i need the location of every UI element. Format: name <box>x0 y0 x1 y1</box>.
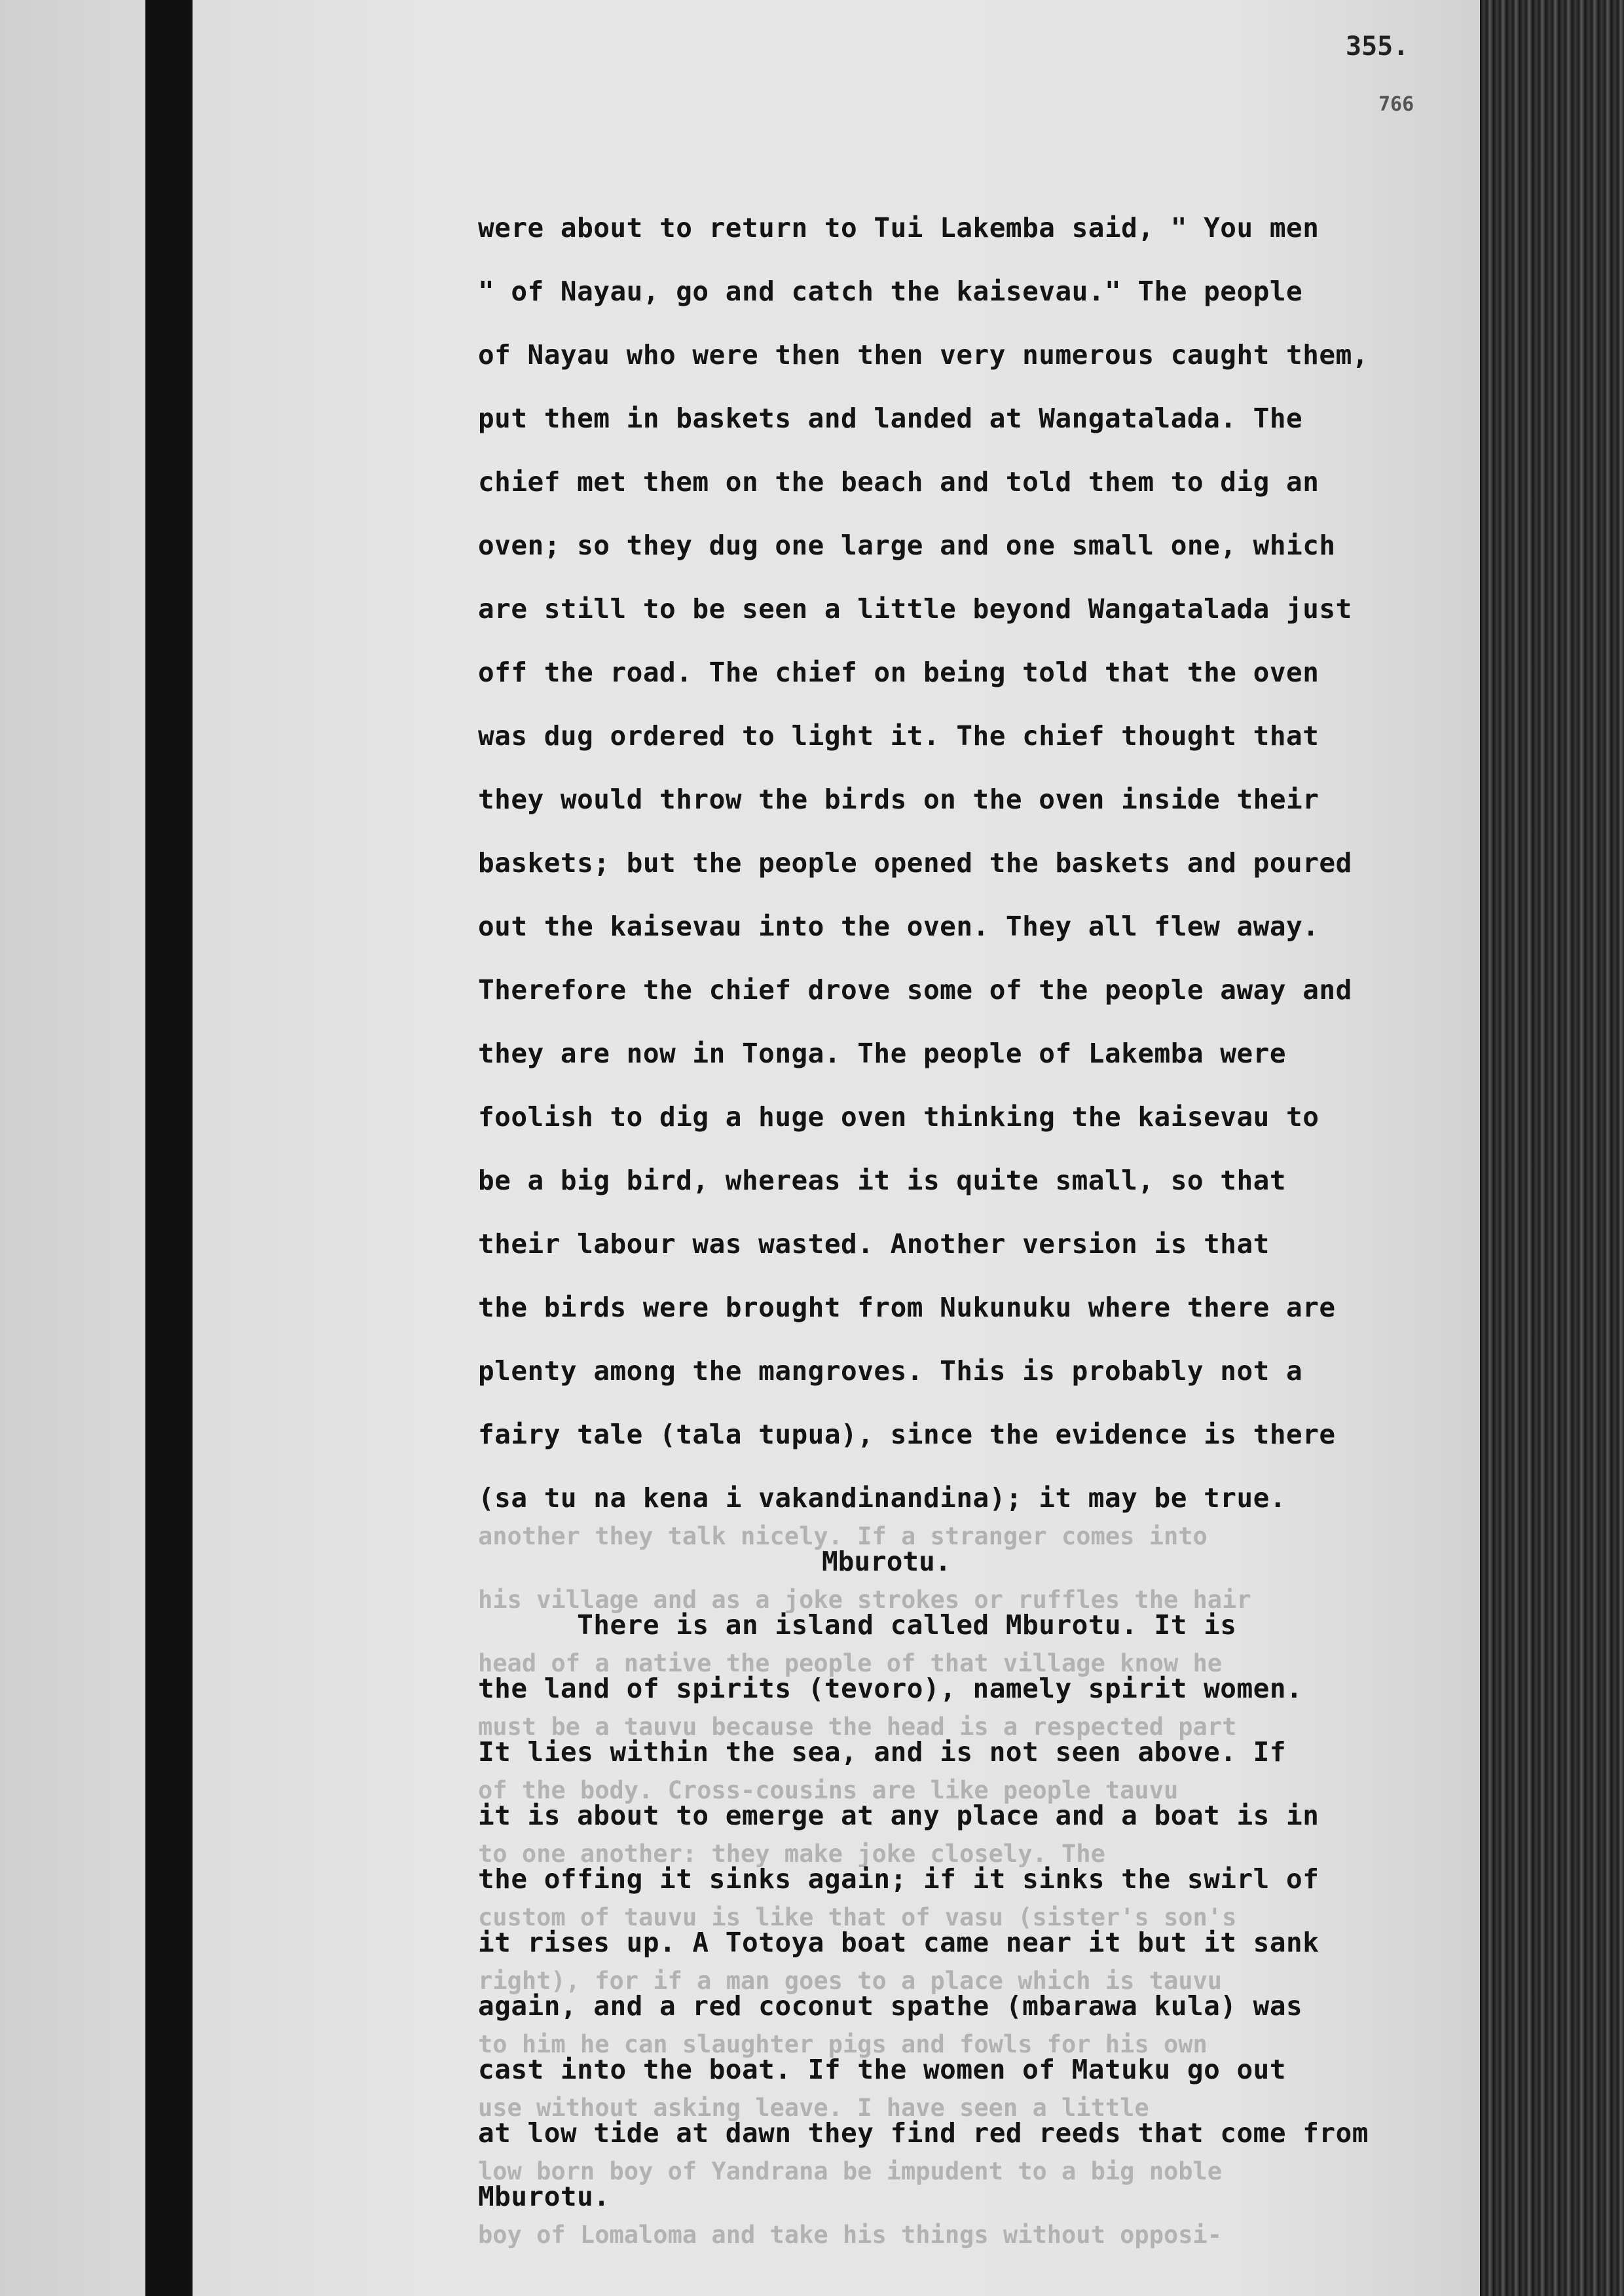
text-line: it is about to emerge at any place and a boat is in <box>478 1800 1320 1831</box>
text-line: It lies within the sea, and is not seen above. If <box>478 1736 1287 1768</box>
bleed-through-line: to him he can slaughter pigs and fowls for his own <box>478 2030 1208 2058</box>
text-line: chief met them on the beach and told them to dig an <box>478 466 1320 498</box>
text-line: out the kaisevau into the oven. They all flew away. <box>478 911 1320 942</box>
bleed-through-line: another they talk nicely. If a stranger comes into <box>478 1522 1208 1550</box>
text-line: the land of spirits (tevoro), namely spirit women. <box>478 1673 1303 1704</box>
text-line: foolish to dig a huge oven thinking the kaisevau to <box>478 1101 1320 1133</box>
bleed-through-line: must be a tauvu because the head is a respected part <box>478 1713 1237 1741</box>
bleed-through-line: boy of Lomaloma and take his things without opposi- <box>478 2221 1223 2249</box>
paragraph-kaisevau <box>478 196 1473 1530</box>
page-number: 355. <box>1346 31 1409 62</box>
text-line: they are now in Tonga. The people of Lakemba were <box>478 1038 1287 1069</box>
text-line: off the road. The chief on being told that the oven <box>478 657 1320 688</box>
text-line: are still to be seen a little beyond Wangatalada just <box>478 593 1352 625</box>
text-line: oven; so they dug one large and one small one, which <box>478 530 1336 561</box>
text-line: be a big bird, whereas it is quite small, so that <box>478 1165 1287 1196</box>
bleed-through-line: custom of tauvu is like that of vasu (sister's son's <box>478 1903 1237 1931</box>
bleed-through-line: right), for if a man goes to a place which is tauvu <box>478 1967 1223 1995</box>
text-line: There is an island called Mburotu. It is <box>478 1609 1237 1641</box>
bleed-through-line: his village and as a joke strokes or ruffles the hair <box>478 1586 1251 1614</box>
text-line: was dug ordered to light it. The chief thought that <box>478 720 1320 752</box>
page-number-secondary: 766 <box>1378 93 1414 116</box>
text-line: the birds were brought from Nukunuku where there are <box>478 1292 1336 1323</box>
text-line: baskets; but the people opened the baskets and poured <box>478 847 1352 879</box>
text-line: again, and a red coconut spathe (mbarawa kula) was <box>478 1990 1303 2022</box>
scan-left-border <box>145 0 193 2296</box>
book-spine <box>1480 0 1624 2296</box>
text-line: they would throw the birds on the oven inside their <box>478 784 1320 815</box>
text-line: plenty among the mangroves. This is probably not a <box>478 1355 1303 1387</box>
text-line: at low tide at dawn they find red reeds that come from <box>478 2117 1369 2149</box>
text-line: the offing it sinks again; if it sinks the swirl of <box>478 1863 1320 1895</box>
section-heading: Mburotu. <box>822 1546 951 1577</box>
text-line: their labour was wasted. Another version is that <box>478 1228 1270 1260</box>
text-line: " of Nayau, go and catch the kaisevau." The people <box>478 276 1303 307</box>
text-line: cast into the boat. If the women of Matuku go out <box>478 2054 1287 2085</box>
text-line: put them in baskets and landed at Wangatalada. The <box>478 403 1303 434</box>
text-line: Therefore the chief drove some of the people away and <box>478 974 1352 1006</box>
text-line: (sa tu na kena i vakandinandina); it may be true. <box>478 1482 1287 1514</box>
bleed-through-line: use without asking leave. I have seen a little <box>478 2094 1149 2122</box>
bleed-through-line: low born boy of Yandrana be impudent to a big noble <box>478 2157 1223 2185</box>
text-line: fairy tale (tala tupua), since the evidence is there <box>478 1419 1336 1450</box>
text-line: it rises up. A Totoya boat came near it but it sank <box>478 1927 1320 1958</box>
text-line: of Nayau who were then then very numerous caught them, <box>478 339 1369 371</box>
bleed-through-line: of the body. Cross-cousins are like people tauvu <box>478 1776 1179 1804</box>
typed-text-block <box>478 196 1473 2229</box>
bleed-through-line: to one another: they make joke closely. The <box>478 1840 1105 1868</box>
text-line: were about to return to Tui Lakemba said, " You men <box>478 212 1320 244</box>
paragraph-mburotu <box>478 1594 1473 2229</box>
bleed-through-line: head of a native the people of that village know he <box>478 1649 1223 1677</box>
text-line: Mburotu. <box>478 2181 610 2212</box>
